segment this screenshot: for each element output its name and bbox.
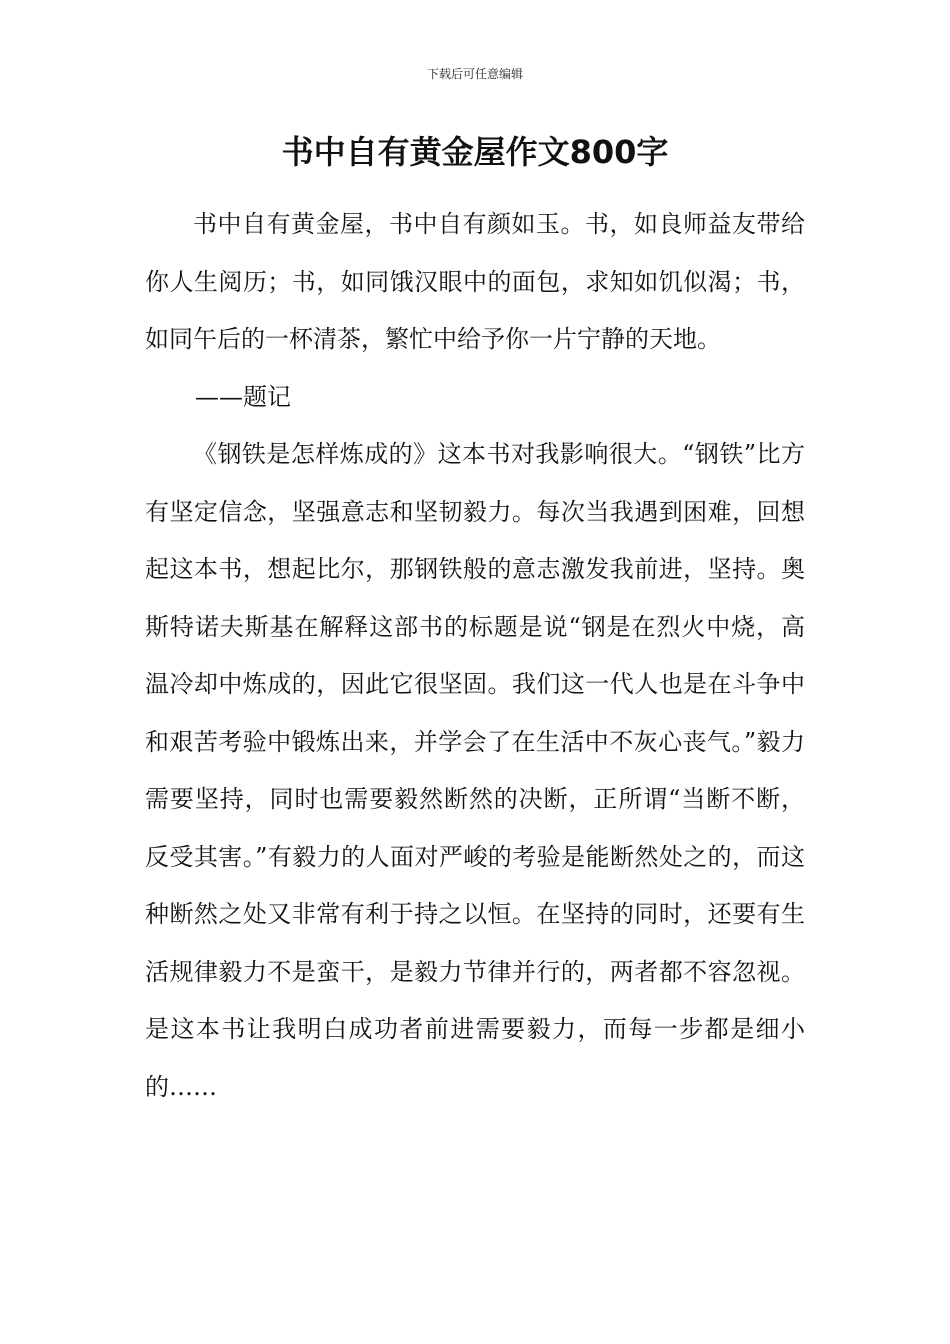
article-body — [145, 196, 805, 1116]
main-paragraph: 《钢铁是怎样炼成的》这本书对我影响很大。“钢铁”比方有坚定信念，坚强意志和坚韧毅力。每次当我遇到困难，回想起这本书，想起比尔，那钢铁般的意志激发我前进，坚持。奥斯特诺夫斯基在解释这部书的标题是说“钢是在烈火中烧，高温冷却中炼成的，因此它很坚固。我们这一代人也是在斗争中和艰苦考验中锻炼出来，并学会了在生活中不灰心丧气。”毅力需要坚持，同时也需要毅然断然的决断，正所谓“当断不断，反受其害。”有毅力的人面对严峻的考验是能断然处之的，而这种断然之处又非常有利于持之以恒。在坚持的同时，还要有生活规律毅力不是蛮干，是毅力节律并行的，两者都不容忽视。是这本书让我明白成功者前进需要毅力，而每一步都是细小的…… — [145, 440, 805, 1101]
epigraph-attribution: ——题记 — [195, 382, 291, 411]
header-note: 下载后可任意编辑 — [426, 67, 523, 81]
page-title: 书中自有黄金屋作文800字 — [281, 133, 669, 171]
intro-paragraph: 书中自有黄金屋，书中自有颜如玉。书，如良师益友带给你人生阅历；书，如同饿汉眼中的面包，求知如饥似渴；书，如同午后的一杯清茶，繁忙中给予你一片宁静的天地。 — [145, 210, 805, 353]
